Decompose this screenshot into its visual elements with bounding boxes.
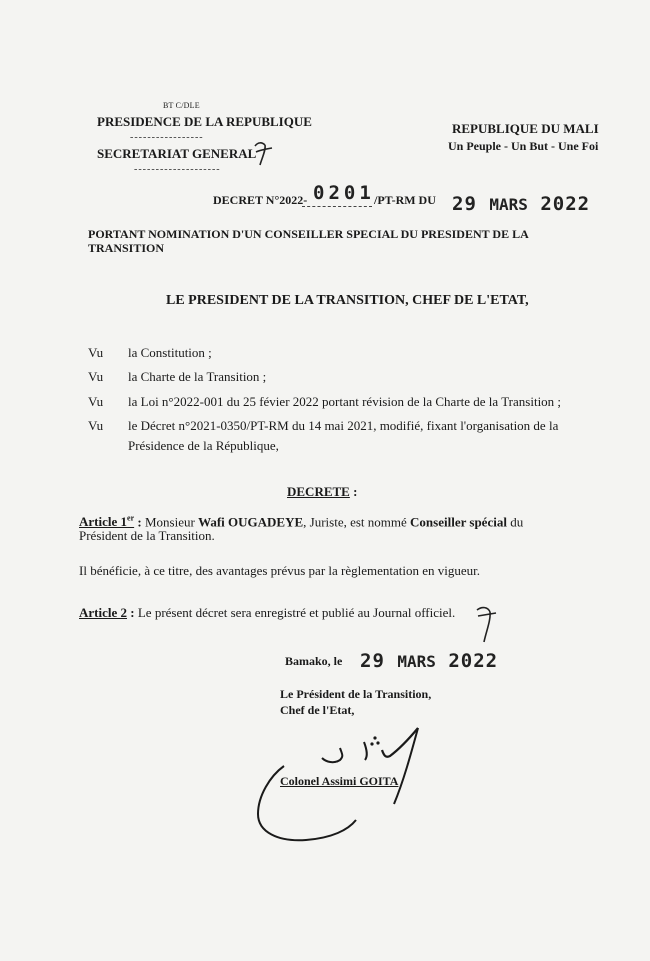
decree-suffix: /PT-RM DU (374, 193, 436, 207)
consideration-text: la Loi n°2022-001 du 25 févier 2022 portant révision de la Charte de la Transition ; (128, 394, 562, 409)
article-2-label: Article 2 (79, 605, 128, 620)
consideration-label: Vu (88, 369, 104, 384)
subject-line-1: PORTANT NOMINATION D'UN CONSEILLER SPECIAL DU PRESIDENT DE LA (88, 227, 529, 241)
signatory-title-2: Chef de l'Etat, (280, 703, 355, 717)
decree-number-rule (302, 206, 372, 207)
article-1-text-after: du (506, 514, 524, 530)
signing-place: Bamako, le (285, 654, 343, 668)
decree-number: 0201 (313, 182, 375, 204)
article-2-colon: : (127, 605, 135, 620)
decree-stamp-month: MARS (489, 195, 528, 214)
signatory-title-1: Le Président de la Transition, (280, 687, 432, 701)
subject-line-2: TRANSITION (88, 241, 165, 255)
article-1-colon: : (134, 514, 142, 530)
appointed-position: Conseiller spécial (410, 514, 507, 530)
presidency-heading: PRESIDENCE DE LA REPUBLIQUE (97, 114, 312, 129)
document-code: BT C/DLE (163, 101, 200, 110)
consideration-label: Vu (88, 394, 104, 409)
consideration-text: la Charte de la Transition ; (128, 369, 267, 384)
decrees-heading (287, 484, 357, 500)
decrees-heading-colon: : (349, 484, 358, 499)
article-1-text-before: Monsieur (141, 514, 199, 530)
signing-stamp-day: 29 (360, 650, 385, 672)
article-1-line-2: Président de la Transition. (79, 528, 215, 543)
article-1-text-mid: , Juriste, est nommé (303, 514, 411, 530)
country-heading: REPUBLIQUE DU MALI (452, 121, 599, 136)
decree-date-stamp (452, 193, 590, 215)
national-motto: Un Peuple - Un But - Une Foi (448, 139, 599, 153)
article-2 (79, 605, 455, 621)
decrees-heading-word: DECRETE (287, 484, 350, 499)
consideration-label: Vu (88, 345, 104, 360)
decree-stamp-day: 29 (452, 193, 477, 215)
secretariat-rule: -------------------- (134, 164, 221, 175)
decree-prefix: DECRET N°2022- (213, 193, 308, 207)
initial-mark-icon (474, 604, 500, 644)
signing-stamp-year: 2022 (448, 650, 499, 672)
consideration-text: le Décret n°2021-0350/PT-RM du 14 mai 2021, modifié, fixant l'organisation de la (128, 418, 559, 433)
article-2-text: Le présent décret sera enregistré et publié au Journal officiel. (134, 605, 456, 620)
article-1-label-text: Article 1 (79, 514, 128, 530)
signing-stamp-month: MARS (397, 652, 436, 671)
article-1-benefit: Il bénéficie, à ce titre, des avantages prévus par la règlementation en vigueur. (79, 563, 481, 578)
article-1-label-sup: er (127, 514, 135, 523)
authority-title: LE PRESIDENT DE LA TRANSITION, CHEF DE L'ETAT, (166, 293, 529, 308)
presidency-rule: ----------------- (130, 132, 204, 143)
consideration-label: Vu (88, 418, 104, 433)
signatory-name: Colonel Assimi GOITA (280, 774, 399, 788)
initial-mark-icon (252, 138, 276, 168)
signing-date-stamp (360, 650, 498, 672)
appointee-name: Wafi OUGADEYE (198, 514, 304, 530)
decree-stamp-year: 2022 (540, 193, 591, 215)
consideration-text: la Constitution ; (128, 345, 212, 360)
consideration-text-continued: Présidence de la République, (128, 438, 279, 453)
secretariat-heading: SECRETARIAT GENERAL (97, 146, 257, 161)
